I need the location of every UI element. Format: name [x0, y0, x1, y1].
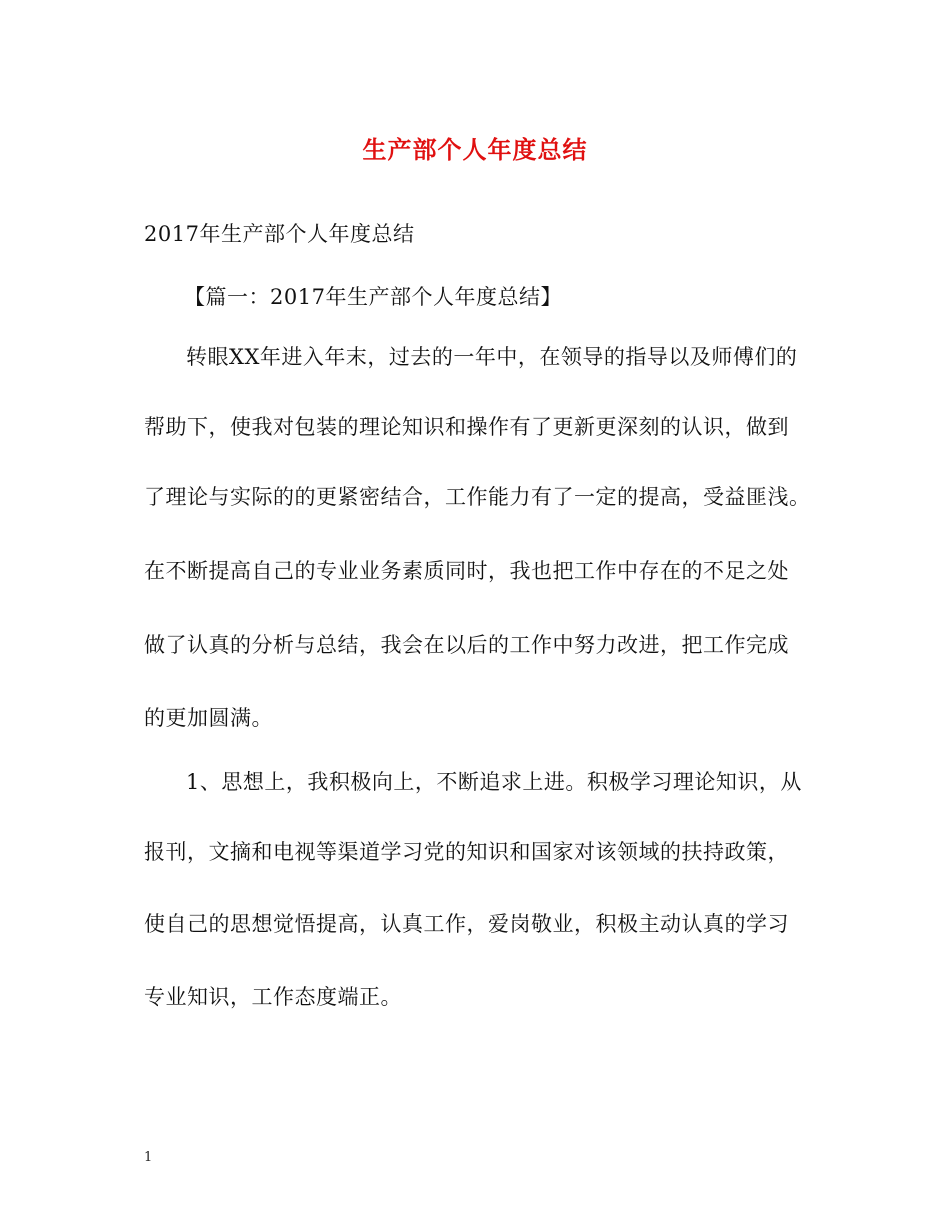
- document-title: 生产部个人年度总结: [362, 135, 588, 164]
- paragraph-line: 的更加圆满。: [144, 706, 273, 730]
- paragraph-line: 专业知识，工作态度端正。: [144, 985, 402, 1009]
- paragraph-line: 在不断提高自己的专业业务素质同时，我也把工作中存在的不足之处: [144, 559, 789, 583]
- paragraph-line: 报刊，文摘和电视等渠道学习党的知识和国家对该领域的扶持政策，: [144, 840, 789, 864]
- paragraph-line: 了理论与实际的的更紧密结合，工作能力有了一定的提高，受益匪浅。: [144, 485, 811, 509]
- paragraph-line: 做了认真的分析与总结，我会在以后的工作中努力改进，把工作完成: [144, 633, 789, 657]
- paragraph-line: 帮助下，使我对包装的理论知识和操作有了更新更深刻的认识，做到: [144, 415, 789, 439]
- paragraph-line: 转眼XX年进入年末，过去的一年中，在领导的指导以及师傅们的: [186, 345, 798, 369]
- paragraph-line: 使自己的思想觉悟提高，认真工作，爱岗敬业，积极主动认真的学习: [144, 912, 789, 936]
- section-heading: 【篇一：2017年生产部个人年度总结】: [184, 285, 562, 309]
- subtitle-line: 2017年生产部个人年度总结: [144, 222, 415, 246]
- page-number: 1: [144, 1150, 153, 1165]
- paragraph-line: 1、思想上，我积极向上，不断追求上进。积极学习理论知识，从: [186, 770, 802, 794]
